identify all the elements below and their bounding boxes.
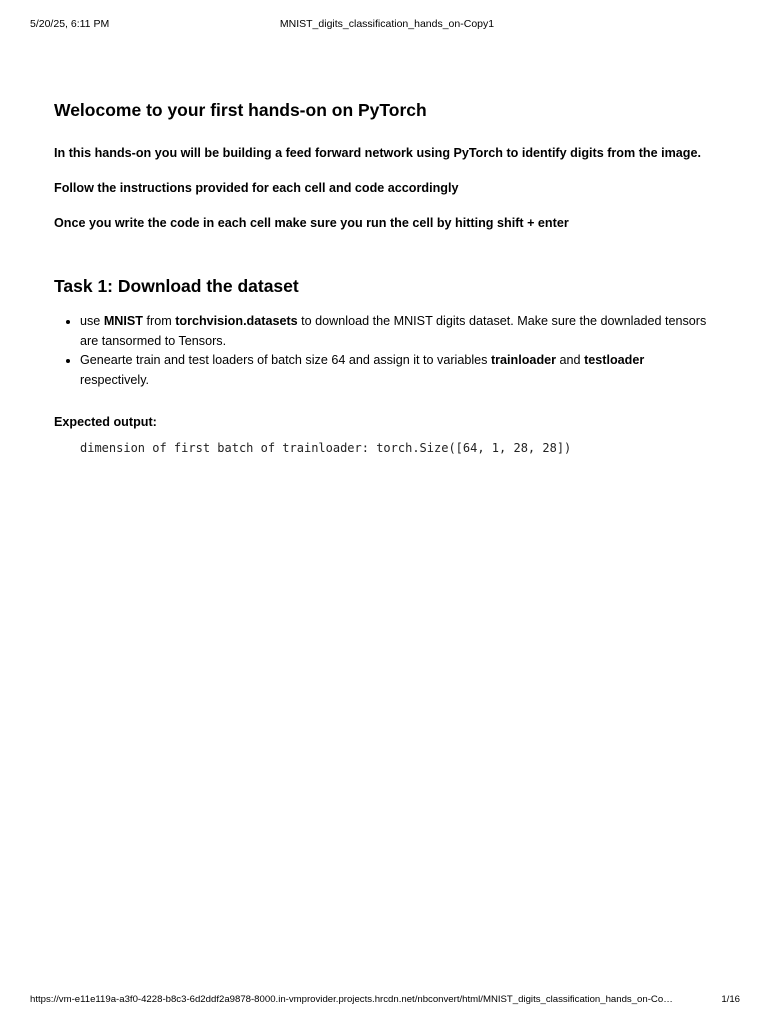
notebook-content [54, 98, 714, 456]
expected-output-code: dimension of first batch of trainloader: torch.Size([64, 1, 28, 28]) [80, 441, 572, 455]
bullet-text: respectively. [80, 372, 150, 387]
print-datetime: 5/20/25, 6:11 PM [30, 18, 110, 30]
bullet-text: use [80, 314, 104, 328]
bullet-bold-term: torchvision.datasets [175, 314, 298, 328]
print-footer [30, 994, 740, 1008]
task1-instructions-list [54, 312, 714, 390]
task1-bullet-download [80, 312, 714, 351]
follow-instructions-text: Follow the instructions provided for each cell and code accordingly [54, 181, 459, 195]
print-header [30, 18, 744, 34]
bullet-text: from [143, 314, 176, 328]
bullet-text: Genearte train and test loaders of batch size 64 and assign it to variables [80, 353, 491, 367]
task1-heading: Task 1: Download the dataset [54, 276, 299, 296]
page-number: 1/16 [721, 994, 740, 1005]
bullet-text: and [556, 353, 585, 367]
print-url: https://vm-e11e119a-a3f0-4228-b8c3-6d2ddf2a9878-8000.in-vmprovider.projects.hrcdn.net/nbconvert/html/MNIST_digits_classification_hands_on-Co… [30, 994, 673, 1005]
run-instructions-text: Once you write the code in each cell make sure you run the cell by hitting shift + enter [54, 216, 569, 230]
bullet-text: to download the MNIST digits dataset. Make sure the downladed tensors are tansormed to Tensors. [80, 314, 707, 348]
task1-bullet-loaders [80, 351, 714, 390]
expected-output-label: Expected output: [54, 415, 157, 429]
bullet-bold-term: testloader [584, 353, 645, 367]
intro-text: In this hands-on you will be building a feed forward network using PyTorch to identify digits from the image. [54, 146, 701, 160]
page-heading: Welocome to your first hands-on on PyTorch [54, 100, 427, 120]
print-title: MNIST_digits_classification_hands_on-Copy1 [279, 18, 495, 30]
bullet-bold-term: MNIST [103, 314, 143, 328]
bullet-bold-term: trainloader [490, 353, 557, 367]
